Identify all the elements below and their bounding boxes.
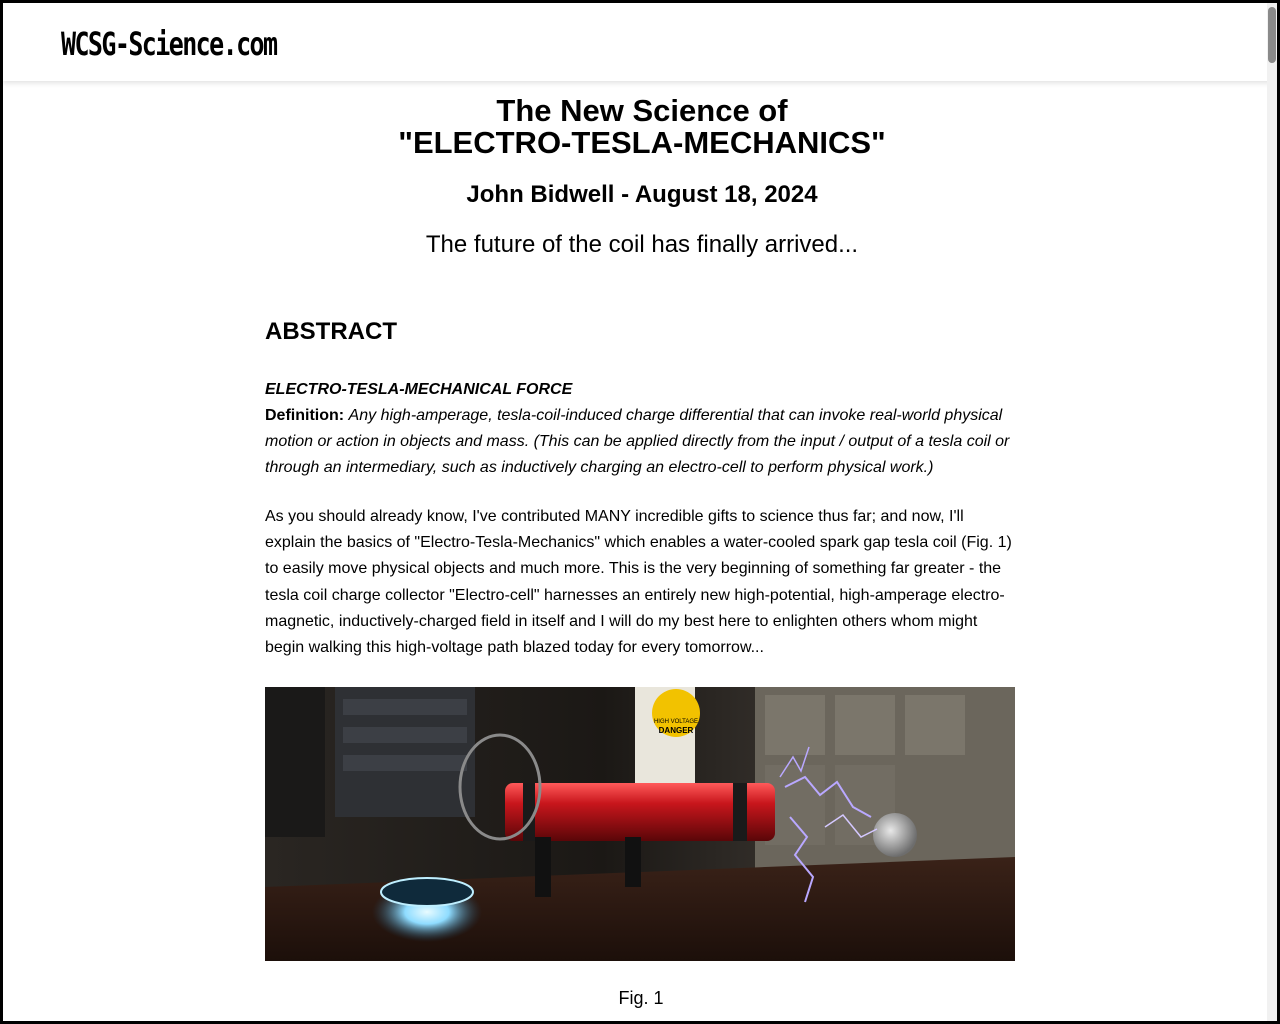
definition-term: ELECTRO-TESLA-MECHANICAL FORCE bbox=[265, 381, 573, 398]
page-content bbox=[3, 81, 1267, 1008]
vertical-scrollbar[interactable] bbox=[1267, 3, 1277, 1021]
definition-label: Definition: bbox=[265, 407, 345, 424]
page-title-line-1: The New Science of bbox=[496, 93, 788, 128]
scrollbar-thumb[interactable] bbox=[1268, 7, 1276, 63]
page-title-line-2: "ELECTRO-TESLA-MECHANICS" bbox=[398, 125, 886, 160]
tagline: The future of the coil has finally arrived... bbox=[425, 231, 859, 258]
abstract-paragraph: As you should already know, I've contributed MANY incredible gifts to science thus far; and now, I'll explain the basics of "Electro-Tesla-Mechanics" which enables a water-cooled spark gap tesla coil (Fig. 1) to easily move physical objects and much more. This is the very beginning of something far greater - the tesla coil charge collector "Electro-cell" harnesses an entirely new high-potential, high-amperage electro-magnetic, inductively-charged field in itself and I will do my best here to enlighten others whom might begin walking this high-voltage path blazed today for every tomorrow... bbox=[265, 508, 1012, 657]
sign-text-high-voltage: HIGH VOLTAGE bbox=[653, 719, 699, 725]
definition-block bbox=[265, 377, 1017, 481]
tesla-coil-photo-illustration bbox=[265, 687, 1015, 961]
site-header bbox=[3, 3, 1277, 81]
figure-caption: Fig. 1 bbox=[618, 988, 664, 1008]
page-title bbox=[3, 95, 1267, 159]
sign-text-danger: DANGER bbox=[658, 726, 694, 735]
figure-tesla-coil-photo bbox=[265, 687, 1015, 961]
author-byline: John Bidwell - August 18, 2024 bbox=[466, 181, 818, 208]
site-logo[interactable]: WCSG-Science.com bbox=[61, 25, 277, 63]
abstract-heading: ABSTRACT bbox=[265, 318, 397, 345]
definition-text: Any high-amperage, tesla-coil-induced charge differential that can invoke real-world physical motion or action in objects and mass. (This can be applied directly from the input / output of a tesla coil or through an intermediary, such as inductively charging an electro-cell to perform physical work.) bbox=[265, 407, 1010, 476]
